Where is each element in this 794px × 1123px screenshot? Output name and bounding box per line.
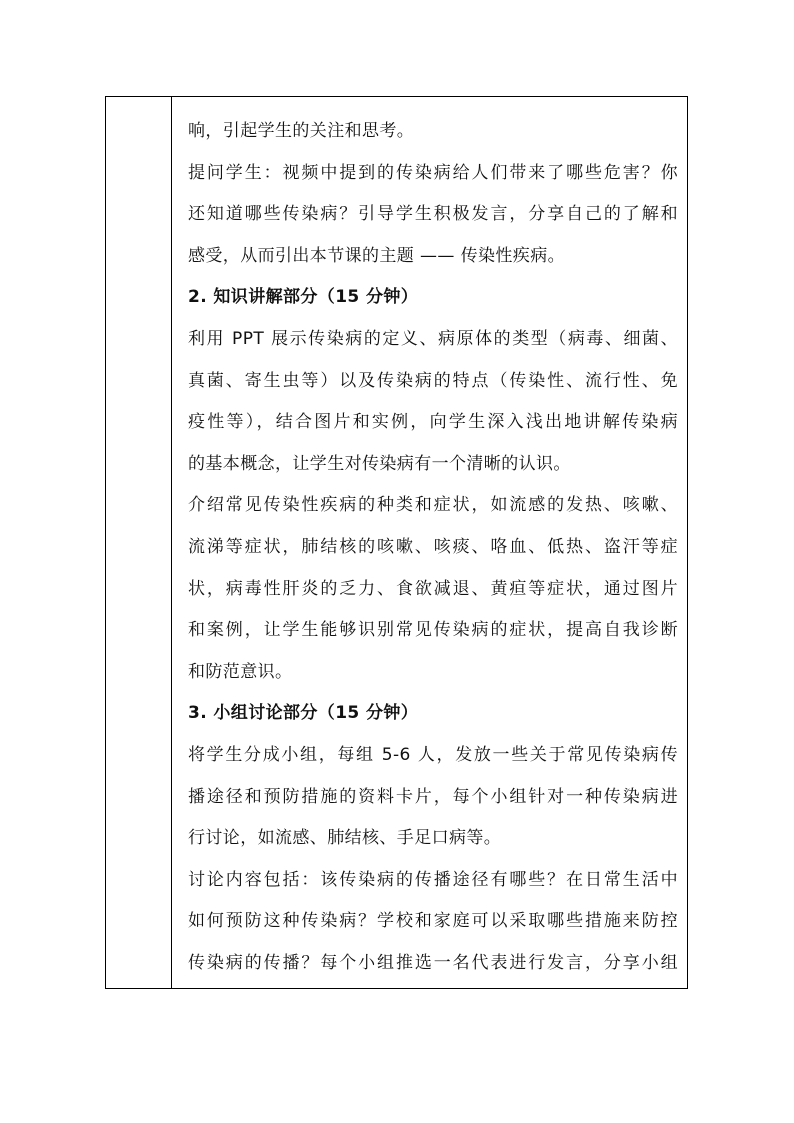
paragraph-line: 讨论内容包括：该传染病的传播途径有哪些？在日常生活中 bbox=[188, 869, 678, 890]
table-content-cell bbox=[188, 111, 678, 984]
paragraph-line: 状，病毒性肝炎的乏力、食欲减退、黄疸等症状，通过图片 bbox=[188, 578, 678, 599]
table-label-column bbox=[106, 97, 172, 988]
paragraph-line: 如何预防这种传染病？学校和家庭可以采取哪些措施来防控 bbox=[188, 911, 678, 932]
paragraph-line: 传染病的传播？每个小组推选一名代表进行发言，分享小组 bbox=[188, 952, 678, 973]
paragraph-line: 响，引起学生的关注和思考。 bbox=[188, 121, 415, 141]
paragraph-line: 行讨论，如流感、肺结核、手足口病等。 bbox=[188, 828, 502, 849]
paragraph-line: 还知道哪些传染病？引导学生积极发言，分享自己的了解和 bbox=[188, 204, 678, 225]
paragraph-line: 介绍常见传染性疾病的种类和症状，如流感的发热、咳嗽、 bbox=[188, 495, 678, 516]
paragraph-line: 将学生分成小组，每组 5-6 人，发放一些关于常见传染病传 bbox=[188, 744, 678, 765]
paragraph-line: 疫性等），结合图片和实例，向学生深入浅出地讲解传染病 bbox=[188, 412, 678, 433]
paragraph-line: 流涕等症状，肺结核的咳嗽、咳痰、咯血、低热、盗汗等症 bbox=[188, 536, 678, 557]
section-heading: 3. 小组讨论部分（15 分钟） bbox=[188, 703, 419, 724]
paragraph-line: 真菌、寄生虫等）以及传染病的特点（传染性、流行性、免 bbox=[188, 370, 678, 391]
paragraph-line: 的基本概念，让学生对传染病有一个清晰的认识。 bbox=[188, 453, 571, 474]
paragraph-line: 和案例，让学生能够识别常见传染病的症状，提高自我诊断 bbox=[188, 620, 678, 641]
section-heading: 2. 知识讲解部分（15 分钟） bbox=[188, 287, 419, 308]
paragraph-line: 播途径和预防措施的资料卡片，每个小组针对一种传染病进 bbox=[188, 786, 678, 807]
paragraph-line: 利用 PPT 展示传染病的定义、病原体的类型（病毒、细菌、 bbox=[188, 328, 678, 349]
paragraph-line: 提问学生：视频中提到的传染病给人们带来了哪些危害？你 bbox=[188, 162, 678, 183]
lesson-table bbox=[105, 96, 688, 989]
paragraph-line: 和防范意识。 bbox=[188, 661, 293, 682]
paragraph-line: 感受，从而引出本节课的主题 —— 传染性疾病。 bbox=[188, 245, 566, 266]
